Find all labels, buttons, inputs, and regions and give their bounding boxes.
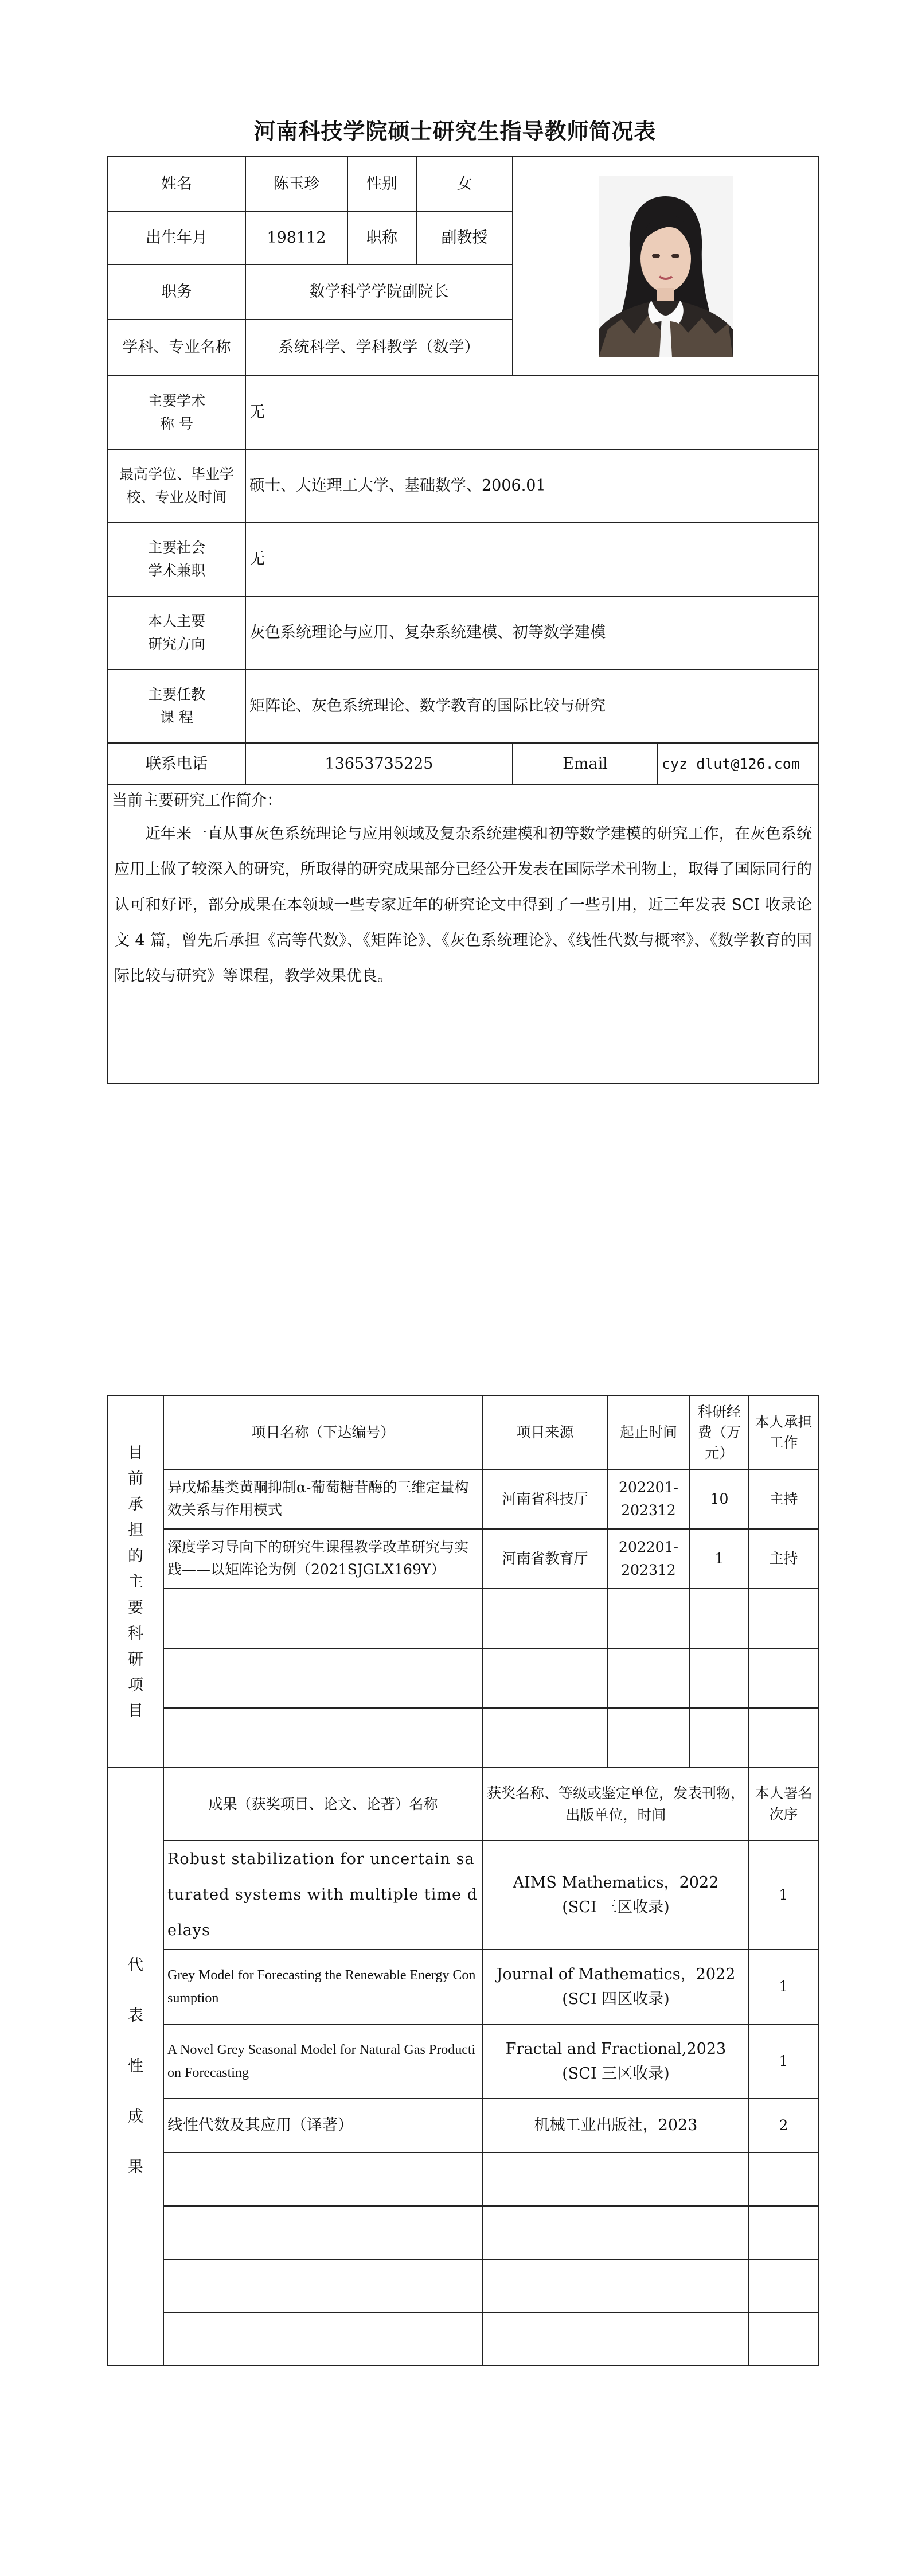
intro-text: 近年来一直从事灰色系统理论与应用领域及复杂系统建模和初等数学建模的研究工作，在灰色系统应用上做了较深入的研究，所取得的研究成果部分已经公开发表在国际学术刊物上，取得了国际同行的认可和好评，部分成果在本领域一些专家近年的研究论文中得到了一些引用，近三年发表 SCI 收录论文 4 篇，曾先后承担《高等代数》、《矩阵论》、《灰色系统理论》、《线性代数与概率》、《数学教育的国际比较与研究》等课程，教学效果优良。 <box>114 824 813 985</box>
achievement-row <box>108 1949 818 2024</box>
discipline-label: 学科、专业名称 <box>108 320 245 376</box>
project-period: 202201- 202312 <box>607 1529 690 1589</box>
email-label: Email <box>513 743 658 785</box>
project-row-empty <box>108 1648 818 1708</box>
degree-value: 硕士、大连理工大学、基础数学、2006.01 <box>245 449 818 523</box>
academic-title-value: 无 <box>245 376 818 449</box>
achievement-header-name: 成果（获奖项目、论文、论著）名称 <box>163 1768 483 1840</box>
achievement-row-empty <box>108 2153 818 2206</box>
degree-label: 最高学位、毕业学 校、专业及时间 <box>108 449 245 523</box>
profile-table <box>107 156 819 1084</box>
discipline-value: 系统科学、学科教学（数学） <box>245 320 513 376</box>
position-label: 职务 <box>108 264 245 320</box>
project-header-role: 本人承担工作 <box>749 1396 818 1469</box>
name-value: 陈玉珍 <box>245 157 347 211</box>
projects-section-text <box>108 1440 163 1724</box>
achievement-row <box>108 2099 818 2153</box>
phone-value: 13653735225 <box>245 743 513 785</box>
achievement-order: 1 <box>749 2024 818 2099</box>
project-funding: 1 <box>690 1529 749 1589</box>
section-label-char: 表 <box>128 2007 143 2025</box>
research-value: 灰色系统理论与应用、复杂系统建模、初等数学建模 <box>245 596 818 670</box>
project-role: 主持 <box>749 1529 818 1589</box>
project-header-name: 项目名称（下达编号） <box>163 1396 483 1469</box>
achievement-row <box>108 2024 818 2099</box>
achievement-header-venue: 获奖名称、等级或鉴定单位，发表刊物，出版单位，时间 <box>483 1768 749 1840</box>
achievement-name: Grey Model for Forecasting the Renewable Energy Consumption <box>163 1949 483 2024</box>
section-label-char: 目 <box>128 1443 143 1462</box>
section-label-char: 目 <box>128 1702 143 1720</box>
achievement-venue: Fractal and Fractional,2023 (SCI 三区收录) <box>483 2024 749 2099</box>
section-label-char: 主 <box>128 1573 143 1591</box>
portrait-photo <box>599 176 733 357</box>
gender-value: 女 <box>416 157 513 211</box>
phone-label: 联系电话 <box>108 743 245 785</box>
intro-cell <box>108 785 818 1083</box>
achievement-venue: 机械工业出版社，2023 <box>483 2099 749 2153</box>
research-table <box>107 1395 819 2366</box>
project-row <box>108 1469 818 1529</box>
society-label: 主要社会 学术兼职 <box>108 523 245 596</box>
achievement-header-order: 本人署名次序 <box>749 1768 818 1840</box>
project-source: 河南省科技厅 <box>483 1469 607 1529</box>
photo-cell <box>513 157 818 376</box>
academic-title-label: 主要学术 称 号 <box>108 376 245 449</box>
birth-label: 出生年月 <box>108 211 245 264</box>
section-label-char: 担 <box>128 1521 143 1539</box>
project-row-empty <box>108 1708 818 1768</box>
section-label-char: 要 <box>128 1598 143 1617</box>
project-name: 异戊烯基类黄酮抑制α-葡萄糖苷酶的三维定量构效关系与作用模式 <box>163 1469 483 1529</box>
achievement-venue: Journal of Mathematics，2022 (SCI 四区收录) <box>483 1949 749 2024</box>
project-source: 河南省教育厅 <box>483 1529 607 1589</box>
projects-section-label <box>108 1396 163 1768</box>
project-funding: 10 <box>690 1469 749 1529</box>
project-row-empty <box>108 1589 818 1648</box>
section-label-char: 代 <box>128 1956 143 1974</box>
achievement-order: 1 <box>749 1840 818 1949</box>
section-label-char: 科 <box>128 1624 143 1643</box>
section-label-char: 研 <box>128 1650 143 1668</box>
section-label-char: 前 <box>128 1469 143 1488</box>
section-label-char: 的 <box>128 1547 143 1565</box>
section-label-char: 承 <box>128 1495 143 1513</box>
position-value: 数学科学学院副院长 <box>245 264 513 320</box>
project-row <box>108 1529 818 1589</box>
achievement-row-empty <box>108 2313 818 2365</box>
courses-value: 矩阵论、灰色系统理论、数学教育的国际比较与研究 <box>245 670 818 743</box>
achievements-section-text <box>108 1940 163 2193</box>
achievements-section-label <box>108 1768 163 2365</box>
page-title: 河南科技学院硕士研究生指导教师简况表 <box>253 119 657 144</box>
project-header-source: 项目来源 <box>483 1396 607 1469</box>
achievement-name: 线性代数及其应用（译著） <box>163 2099 483 2153</box>
email-value: cyz_dlut@126.com <box>658 743 818 785</box>
achievement-name: Robust stabilization for uncertain saturated systems with multiple time delays <box>163 1840 483 1949</box>
achievement-name: A Novel Grey Seasonal Model for Natural Gas Production Forecasting <box>163 2024 483 2099</box>
project-role: 主持 <box>749 1469 818 1529</box>
project-header-funding: 科研经费（万元） <box>690 1396 749 1469</box>
research-label: 本人主要 研究方向 <box>108 596 245 670</box>
rank-value: 副教授 <box>416 211 513 264</box>
section-label-char: 项 <box>128 1676 143 1694</box>
achievement-order: 2 <box>749 2099 818 2153</box>
project-name: 深度学习导向下的研究生课程教学改革研究与实践——以矩阵论为例（2021SJGLX169Y） <box>163 1529 483 1589</box>
achievement-row-empty <box>108 2259 818 2313</box>
section-label-char: 成 <box>128 2108 143 2126</box>
rank-label: 职称 <box>347 211 416 264</box>
project-header-period: 起止时间 <box>607 1396 690 1469</box>
courses-label: 主要任教 课 程 <box>108 670 245 743</box>
achievement-row-empty <box>108 2206 818 2259</box>
project-period: 202201- 202312 <box>607 1469 690 1529</box>
achievement-row <box>108 1840 818 1949</box>
name-label: 姓名 <box>108 157 245 211</box>
intro-label: 当前主要研究工作简介： <box>112 792 282 810</box>
section-label-char: 果 <box>128 2158 143 2176</box>
society-value: 无 <box>245 523 818 596</box>
birth-value: 198112 <box>245 211 347 264</box>
gender-label: 性别 <box>347 157 416 211</box>
achievement-order: 1 <box>749 1949 818 2024</box>
achievement-venue: AIMS Mathematics，2022 (SCI 三区收录) <box>483 1840 749 1949</box>
section-label-char: 性 <box>128 2057 143 2075</box>
